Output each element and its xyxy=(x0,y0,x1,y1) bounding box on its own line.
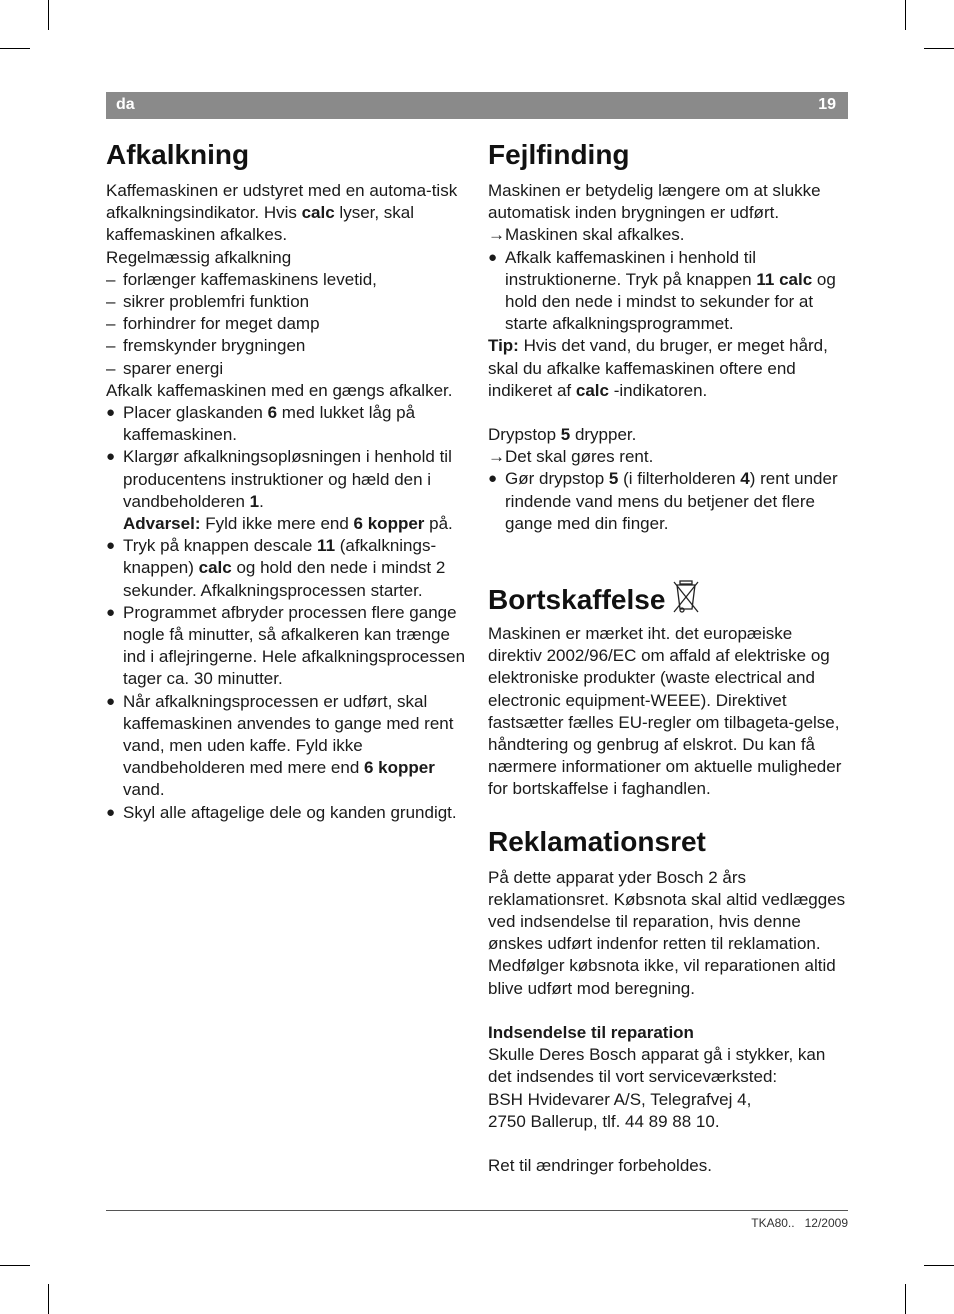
section-title-reklamationsret: Reklamationsret xyxy=(488,825,706,857)
fault-paragraph: Maskinen er betydelig længere om at slukke automatisk inden brygningen er udført. xyxy=(488,181,821,223)
bullet-item: ● Afkalk kaffemaskinen i henhold til instruktionerne. Tryk på knappen 11 calc og hold den nede i mindst to sekunder for at starte afkalkningsprogrammet. xyxy=(488,247,836,334)
crop-mark xyxy=(905,0,906,30)
crop-mark xyxy=(924,1265,954,1266)
crop-mark xyxy=(0,48,30,49)
arrow-right-icon: → xyxy=(488,225,505,245)
regular-heading: Regelmæssig afkalkning xyxy=(106,247,292,267)
dash-item: – forhindrer for meget damp xyxy=(106,314,320,334)
left-column xyxy=(106,136,466,824)
repair-city: 2750 Ballerup, tlf. 44 89 88 10. xyxy=(488,1111,720,1131)
dash-item: – forlænger kaffemaskinens levetid, xyxy=(106,269,377,289)
arrow-item: → Maskinen skal afkalkes. xyxy=(488,224,850,246)
dash-item: – fremskynder brygningen xyxy=(106,336,306,356)
crop-mark xyxy=(924,48,954,49)
bullet-item: ● Skyl alle aftagelige dele og kanden grundigt. xyxy=(106,802,466,824)
repair-text: Skulle Deres Bosch apparat gå i stykker, kan det indsendes til vort serviceværksted: xyxy=(488,1045,826,1087)
bullet-item: ● Placer glaskanden 6 med lukket låg på kaffemaskinen. xyxy=(106,403,416,445)
tip-paragraph: Tip: Hvis det vand, du bruger, er meget hård, skal du afkalke kaffemaskinen oftere end indikeret af calc -indikatoren. xyxy=(488,336,828,400)
crop-mark xyxy=(905,1284,906,1314)
claim-paragraph: På dette apparat yder Bosch 2 års reklamationsret. Købsnota skal altid vedlægges ved indsendelse til reparation, hvis denne ønskes udført indenfor retten til reklamation. Medfølger købsnota ikke, vil reparationen altid blive udført mod beregning. xyxy=(488,867,846,998)
footer-date: 12/2009 xyxy=(804,1216,848,1230)
bullet-item: ● Programmet afbryder processen flere gange nogle få minutter, så afkalkeren kan trænge ind i aflejringerne. Hele afkalkningsprocessen tager ca. 30 minutter. xyxy=(106,602,466,689)
crop-mark xyxy=(48,1284,49,1314)
bullet-item: ● Tryk på knappen descale 11 (afkalknings-knappen) calc og hold den nede i mindst 2 sekunder. Afkalkningsprocessen starter. xyxy=(106,536,446,600)
footer-divider xyxy=(106,1210,848,1211)
arrow-item: → Det skal gøres rent. xyxy=(488,446,850,468)
bullet-icon: ● xyxy=(106,404,116,422)
intro-paragraph: Kaffemaskinen er udstyret med en automa-tisk afkalkningsindikator. Hvis calc lyser, skal kaffemaskinen afkalkes. xyxy=(106,181,458,245)
section-title-fejlfinding: Fejlfinding xyxy=(488,139,630,170)
bullet-icon: ● xyxy=(488,248,498,266)
bullet-item: ● Når afkalkningsprocessen er udført, skal kaffemaskinen anvendes to gange med rent vand, men uden kaffe. Fyld ikke vandbeholderen med mere end 6 kopper vand. xyxy=(106,691,454,800)
bullet-icon: ● xyxy=(488,470,498,488)
right-column xyxy=(488,136,850,1177)
bullet-item: ● Gør drypstop 5 (i filterholderen 4) rent under rindende vand mens du betjener det flere gange med din finger. xyxy=(488,469,838,533)
afkalk-paragraph: Afkalk kaffemaskinen med en gængs afkalker. xyxy=(106,380,453,400)
bullet-icon: ● xyxy=(106,803,116,821)
changes-note: Ret til ændringer forbeholdes. xyxy=(488,1155,712,1175)
section-title-afkalkning: Afkalkning xyxy=(106,139,250,170)
bullet-icon: ● xyxy=(106,537,116,555)
page-header xyxy=(106,92,848,119)
bullet-icon: ● xyxy=(106,692,116,710)
disposal-paragraph: Maskinen er mærket iht. det europæiske direktiv 2002/96/EC om affald af elektriske og elektroniske produkter (waste electrical and electronic equipment-WEEE). Direktivet fastsætter fælles EU-regler om tilbageta-gelse, håndtering og genbrug af elskrot. Du kan få nærmere informationer om aktuelle muligheder for bortskaffelse i faghandlen. xyxy=(488,624,842,799)
drip-paragraph: Drypstop 5 drypper. xyxy=(488,425,637,445)
section-title-bortskaffelse: Bortskaffelse xyxy=(488,579,850,619)
dash-item: – sparer energi xyxy=(106,358,224,378)
crop-mark xyxy=(48,0,49,30)
page-number: 19 xyxy=(818,96,836,113)
bullet-icon: ● xyxy=(106,448,116,466)
bullet-icon: ● xyxy=(106,603,116,621)
repair-heading: Indsendelse til reparation xyxy=(488,1022,694,1042)
language-code: da xyxy=(116,96,135,113)
repair-address: BSH Hvidevarer A/S, Telegrafvej 4, xyxy=(488,1089,752,1109)
model-number: TKA80.. xyxy=(751,1216,795,1230)
page-footer xyxy=(751,1216,848,1230)
crop-mark xyxy=(0,1265,30,1266)
weee-bin-icon xyxy=(673,579,699,613)
arrow-right-icon: → xyxy=(488,447,505,467)
dash-item: – sikrer problemfri funktion xyxy=(106,292,310,312)
bullet-item: ● Klargør afkalkningsopløsningen i henhold til producentens instruktioner og hæld den i vandbeholderen 1. Advarsel: Fyld ikke mere end 6 kopper på. xyxy=(106,447,453,534)
